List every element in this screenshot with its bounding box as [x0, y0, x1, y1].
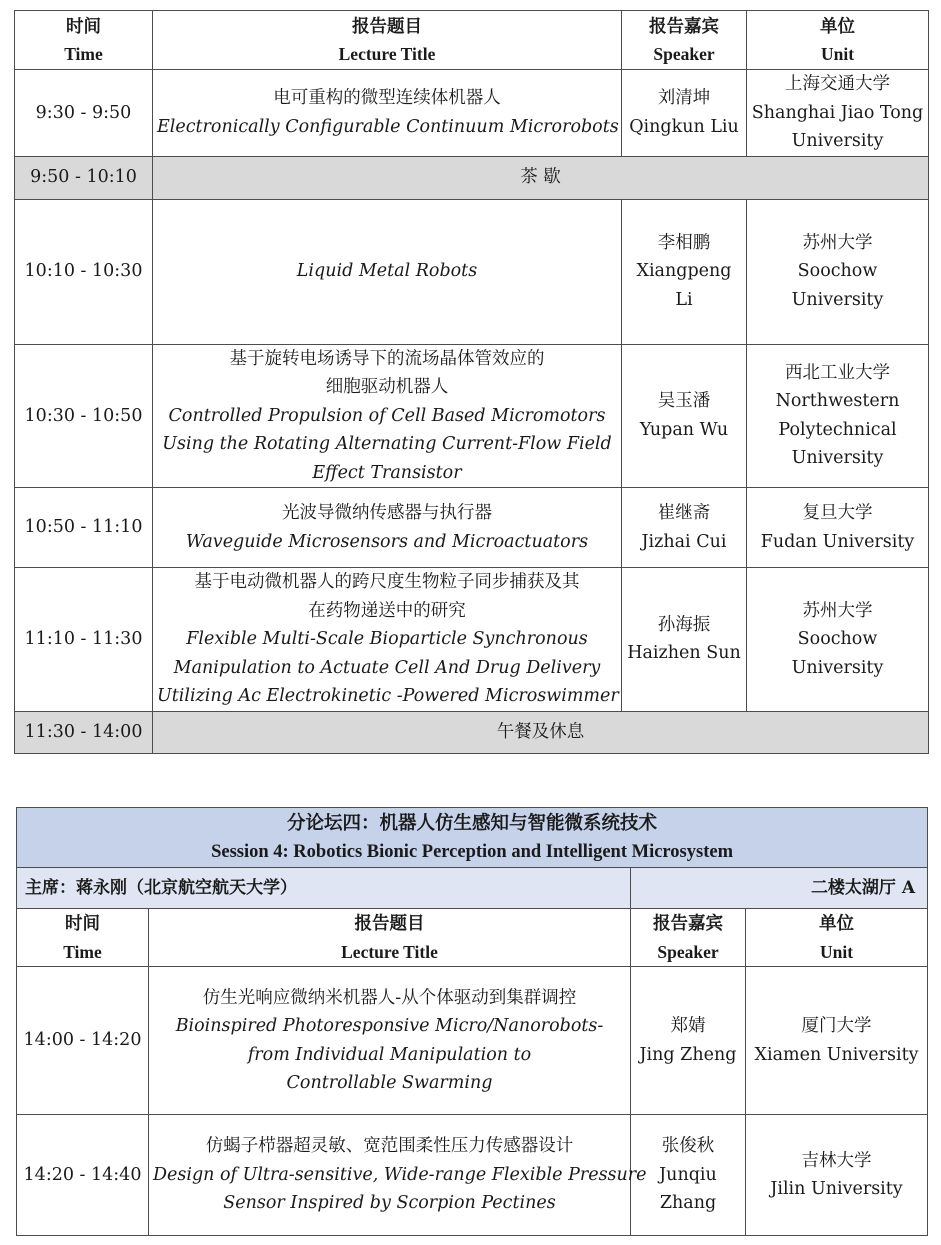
- unit-line: 苏州大学: [802, 600, 873, 621]
- header-speaker-cn: 报告嘉宾: [649, 15, 719, 36]
- header-title: [149, 909, 631, 967]
- table-row: [15, 199, 929, 344]
- speaker-line: 吴玉潘: [657, 391, 711, 412]
- table-row: [15, 488, 929, 568]
- speaker-line: Jing Zheng: [639, 1044, 737, 1065]
- break-label: 午餐及休息: [153, 711, 929, 753]
- table-header-row: [15, 11, 929, 70]
- title-cn-line: 仿生光响应微纳米机器人-从个体驱动到集群调控: [202, 987, 577, 1008]
- header-speaker: [622, 11, 747, 70]
- header-title-cn: 报告题目: [354, 913, 425, 933]
- header-unit-cn: 单位: [819, 913, 855, 933]
- speaker-cell: [622, 568, 747, 712]
- break-row: [15, 156, 929, 199]
- speaker-line: Junqiu: [659, 1164, 717, 1185]
- speaker-line: Haizhen Sun: [627, 643, 741, 664]
- time-cell: 14:20 - 14:40: [17, 1115, 149, 1236]
- title-en-line: from Individual Manipulation to: [247, 1044, 532, 1065]
- unit-line: 上海交通大学: [785, 74, 890, 94]
- unit-line: Xiamen University: [754, 1044, 919, 1065]
- title-cn-line: 基于旋转电场诱导下的流场晶体管效应的: [229, 348, 545, 369]
- header-speaker-cn: 报告嘉宾: [653, 913, 723, 933]
- speaker-line: 张俊秋: [661, 1136, 715, 1157]
- unit-cell: [747, 199, 929, 344]
- table-row: [17, 967, 928, 1115]
- speaker-cell: [631, 1115, 746, 1236]
- speaker-line: Xiangpeng: [636, 261, 732, 282]
- time-cell: 9:50 - 10:10: [15, 156, 153, 199]
- header-title: [153, 11, 622, 70]
- speaker-line: 刘清坤: [657, 88, 711, 109]
- chair-label: 主席：蒋永刚（北京航空航天大学）: [17, 868, 631, 909]
- break-label: 茶 歇: [153, 156, 929, 199]
- session-header-row: [17, 808, 928, 868]
- title-en-line: Utilizing Ac Electrokinetic -Powered Microswimmer: [157, 686, 619, 706]
- title-cn-line: 在药物递送中的研究: [308, 600, 466, 621]
- title-en-line: Using the Rotating Alternating Current-Flow Field: [162, 434, 612, 454]
- time-cell: 14:00 - 14:20: [17, 967, 149, 1115]
- speaker-line: 李相鹏: [657, 232, 711, 253]
- unit-cell: [747, 344, 929, 488]
- title-en-line: Manipulation to Actuate Cell And Drug Delivery: [173, 657, 601, 678]
- unit-line: University: [791, 448, 884, 469]
- unit-cell: [747, 488, 929, 568]
- title-cell: [153, 199, 622, 344]
- speaker-cell: [631, 967, 746, 1115]
- title-en-line: Sensor Inspired by Scorpion Pectines: [223, 1193, 556, 1214]
- unit-line: Northwestern: [775, 391, 900, 412]
- unit-line: Polytechnical: [778, 419, 897, 440]
- speaker-line: Jizhai Cui: [641, 531, 727, 552]
- title-cell: [153, 488, 622, 568]
- title-cell: [153, 70, 622, 157]
- speaker-cell: [622, 70, 747, 157]
- session-title-en: Session 4: Robotics Bionic Perception and Intelligent Microsystem: [211, 842, 733, 862]
- unit-line: University: [791, 131, 884, 151]
- location-label: 二楼太湖厅 A: [631, 868, 928, 909]
- speaker-line: 崔继斋: [657, 503, 711, 523]
- unit-cell: [747, 568, 929, 712]
- header-time: [15, 11, 153, 70]
- header-unit: [747, 11, 929, 70]
- header-time-en: Time: [63, 941, 102, 962]
- table-row: [17, 1115, 928, 1236]
- session-title: [17, 808, 928, 868]
- table-row: [15, 568, 929, 712]
- title-cell: [153, 568, 622, 712]
- title-cn-line: 基于电动微机器人的跨尺度生物粒子同步捕获及其: [194, 572, 580, 592]
- unit-line: University: [791, 289, 884, 310]
- speaker-line: Zhang: [659, 1193, 717, 1214]
- unit-line: Fudan University: [760, 531, 915, 552]
- table-header-row: [17, 909, 928, 967]
- title-cn-line: 电可重构的微型连续体机器人: [273, 88, 501, 109]
- speaker-line: Yupan Wu: [639, 419, 729, 440]
- title-en-line: Liquid Metal Robots: [296, 261, 478, 282]
- unit-line: University: [791, 657, 884, 678]
- title-cn-line: 光波导微纳传感器与执行器: [282, 503, 492, 523]
- title-cn-line: 细胞驱动机器人: [325, 377, 449, 397]
- title-en-line: Bioinspired Photoresponsive Micro/Nanorobots-: [175, 1016, 604, 1036]
- title-en-line: Design of Ultra-sensitive, Wide-range Flexible Pressure: [153, 1164, 647, 1185]
- unit-line: Soochow: [797, 629, 878, 649]
- header-title-en: Lecture Title: [341, 941, 438, 962]
- header-speaker-en: Speaker: [653, 44, 715, 64]
- title-en-line: Waveguide Microsensors and Microactuators: [185, 531, 589, 552]
- time-cell: 10:50 - 11:10: [15, 488, 153, 568]
- header-speaker-en: Speaker: [657, 941, 719, 962]
- unit-line: 复旦大学: [802, 503, 873, 523]
- header-title-cn: 报告题目: [352, 15, 422, 36]
- header-title-en: Lecture Title: [338, 44, 436, 64]
- session-title-cn: 分论坛四：机器人仿生感知与智能微系统技术: [287, 814, 658, 834]
- speaker-line: 郑婧: [670, 1016, 706, 1036]
- time-cell: 11:30 - 14:00: [15, 711, 153, 753]
- unit-cell: [747, 70, 929, 157]
- title-cell: [153, 344, 622, 488]
- title-en-line: Effect Transistor: [312, 462, 462, 483]
- table-row: [15, 344, 929, 488]
- unit-cell: [746, 1115, 928, 1236]
- schedule-table-1: [14, 10, 929, 754]
- title-cn-line: 仿蝎子栉器超灵敏、宽范围柔性压力传感器设计: [205, 1136, 574, 1157]
- unit-line: 苏州大学: [802, 232, 873, 253]
- header-time-en: Time: [64, 44, 103, 64]
- unit-line: 吉林大学: [801, 1150, 872, 1171]
- speaker-cell: [622, 199, 747, 344]
- time-cell: 9:30 - 9:50: [15, 70, 153, 157]
- unit-line: 西北工业大学: [785, 362, 890, 383]
- unit-line: Soochow: [797, 261, 878, 282]
- speaker-line: Li: [675, 289, 693, 310]
- unit-line: 厦门大学: [801, 1016, 872, 1036]
- header-unit-en: Unit: [820, 44, 855, 64]
- schedule-table-2: [16, 807, 928, 1236]
- chair-row: [17, 868, 928, 909]
- speaker-line: 孙海振: [657, 614, 711, 635]
- title-en-line: Controlled Propulsion of Cell Based Micromotors: [168, 405, 606, 426]
- speaker-cell: [622, 488, 747, 568]
- speaker-line: Qingkun Liu: [629, 116, 739, 137]
- unit-cell: [746, 967, 928, 1115]
- header-time-cn: 时间: [65, 913, 100, 933]
- speaker-cell: [622, 344, 747, 488]
- header-unit: [746, 909, 928, 967]
- time-cell: 10:30 - 10:50: [15, 344, 153, 488]
- header-time: [17, 909, 149, 967]
- table-row: [15, 70, 929, 157]
- unit-line: Jilin University: [770, 1179, 903, 1199]
- break-row: [15, 711, 929, 753]
- title-cell: [149, 1115, 647, 1236]
- header-unit-en: Unit: [819, 941, 854, 962]
- title-cell: [149, 967, 631, 1115]
- title-en-line: Flexible Multi-Scale Bioparticle Synchronous: [186, 629, 588, 649]
- header-speaker: [631, 909, 746, 967]
- time-cell: 10:10 - 10:30: [15, 199, 153, 344]
- title-en-line: Electronically Configurable Continuum Microrobots: [157, 116, 619, 137]
- header-time-cn: 时间: [66, 15, 101, 36]
- header-unit-cn: 单位: [820, 15, 855, 36]
- unit-line: Shanghai Jiao Tong: [751, 102, 924, 123]
- title-en-line: Controllable Swarming: [286, 1073, 493, 1093]
- time-cell: 11:10 - 11:30: [15, 568, 153, 712]
